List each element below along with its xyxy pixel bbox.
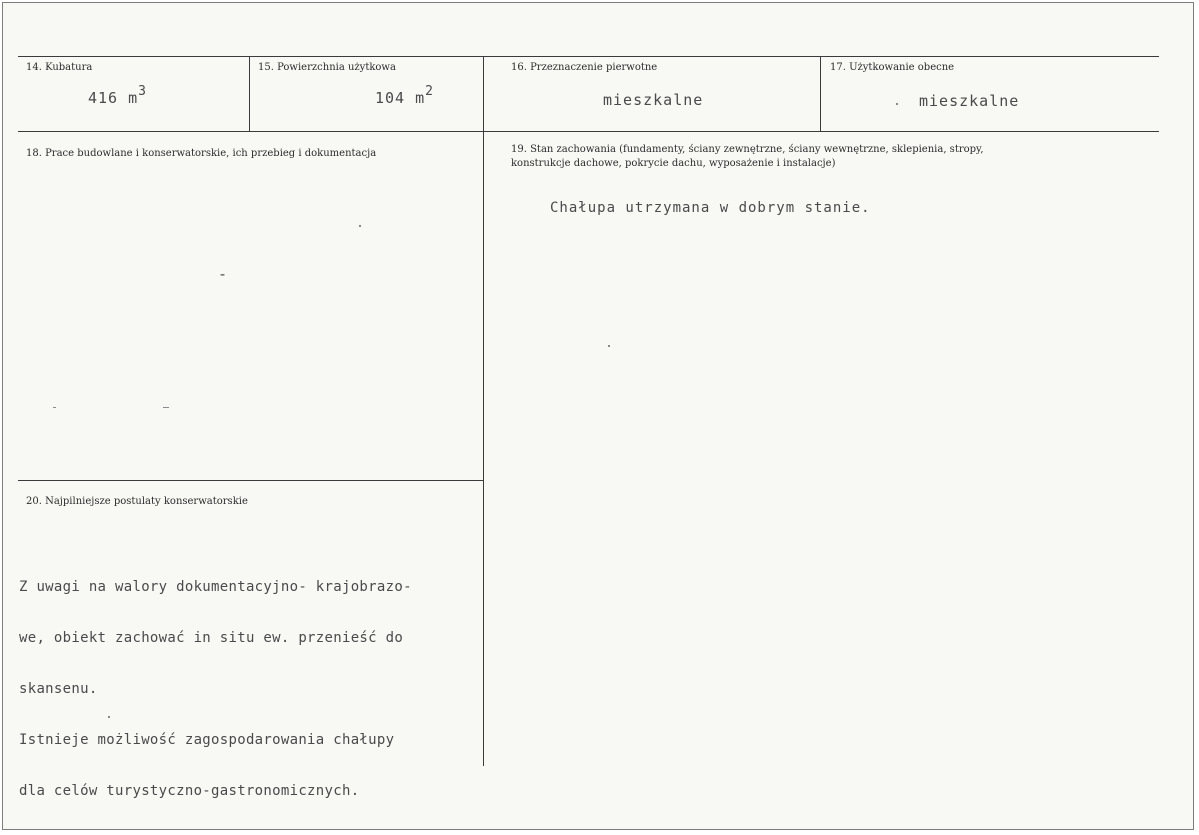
stan-label-line1: 19. Stan zachowania (fundamenty, ściany zewnętrzne, ściany wewnętrzne, sklepienia, stropy,	[511, 144, 984, 155]
przeznaczenie-value: mieszkalne	[603, 91, 704, 109]
speck	[359, 225, 361, 227]
kubatura-exponent: 3	[138, 84, 147, 99]
divider-16-17	[820, 56, 821, 131]
inventory-card	[2, 2, 1194, 830]
postulaty-line-4: Istnieje możliwość zagospodarowania chałupy	[19, 732, 395, 748]
prace-value: -	[218, 265, 229, 283]
kubatura-label: 14. Kubatura	[26, 62, 93, 73]
kubatura-value	[88, 84, 147, 107]
postulaty-line-2: we, obiekt zachować in situ ew. przenieść do	[19, 630, 404, 646]
powierzchnia-label: 15. Powierzchnia użytkowa	[258, 62, 396, 73]
postulaty-text	[19, 545, 412, 834]
kubatura-number: 416 m	[88, 89, 139, 107]
top-rule	[18, 56, 1159, 57]
stan-value: Chałupa utrzymana w dobrym stanie.	[550, 200, 871, 216]
prace-label: 18. Prace budowlane i konserwatorskie, ich przebieg i dokumentacja	[26, 148, 377, 159]
postulaty-line-3: skansenu.	[19, 681, 98, 697]
divider-14-15	[249, 56, 250, 131]
speck	[896, 103, 898, 105]
third-rule-left	[18, 480, 483, 481]
powierzchnia-exponent: 2	[425, 84, 434, 99]
uzytkowanie-label: 17. Użytkowanie obecne	[830, 62, 955, 73]
speck	[108, 716, 110, 718]
uzytkowanie-value: mieszkalne	[919, 92, 1020, 110]
postulaty-label: 20. Najpilniejsze postulaty konserwatorskie	[26, 496, 248, 507]
postulaty-line-1: Z uwagi na walory dokumentacyjno- krajobrazo-	[19, 579, 412, 595]
powierzchnia-number: 104 m	[375, 89, 426, 107]
second-rule	[18, 131, 1159, 132]
stan-label-line2: konstrukcje dachowe, pokrycie dachu, wyposażenie i instalacje)	[511, 158, 836, 169]
speck	[608, 345, 610, 347]
przeznaczenie-label: 16. Przeznaczenie pierwotne	[511, 62, 658, 73]
speck	[163, 407, 169, 408]
postulaty-line-5: dla celów turystyczno-gastronomicznych.	[19, 783, 360, 799]
speck	[53, 407, 56, 408]
powierzchnia-value	[375, 84, 434, 107]
divider-15-16	[483, 56, 484, 766]
